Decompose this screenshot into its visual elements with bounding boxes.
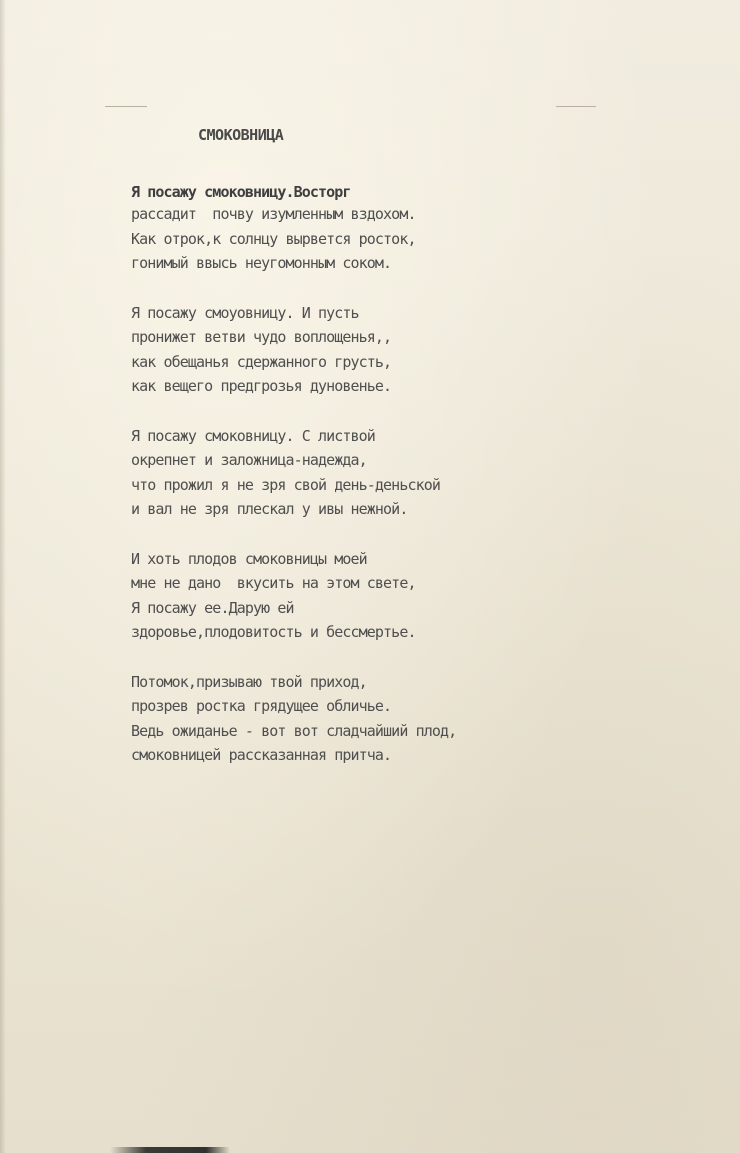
poem-line: гонимый ввысь неугомонным соком. [131, 254, 392, 272]
poem-line: Я посажу смоковницу. С листвой [131, 426, 375, 445]
poem-body [131, 182, 551, 793]
poem-line: Я посажу смоковницу.Восторг [131, 183, 351, 201]
poem-line: Потомок,призываю твой приход, [131, 672, 367, 691]
poem-line: окрепнет и заложница-надежда, [131, 451, 367, 469]
poem-line: Как отрок,к солнцу вырвется росток, [131, 229, 416, 248]
right-margin-mark [556, 106, 596, 107]
poem-line: что прожил я не зря свой день-деньской [131, 475, 440, 494]
page-edge-shadow [0, 0, 6, 1153]
poem-line: прозрев ростка грядущее обличье. [131, 697, 392, 715]
poem-line: здоровье,плодовитость и бессмертье. [131, 623, 416, 641]
left-margin-mark [105, 106, 147, 107]
poem-line: рассадит почву изумленным вздохом. [131, 205, 416, 223]
poem-line: смоковницей рассказанная притча. [131, 746, 392, 764]
scan-edge-shadow [110, 1147, 230, 1153]
stanza-4 [131, 547, 551, 645]
poem-line: мне не дано вкусить на этом свете, [131, 574, 416, 592]
poem-line: Я посажу смоуовницу. И пусть [131, 303, 359, 322]
poem-line: И хоть плодов смоковницы моей [131, 549, 367, 568]
poem-line: Я посажу ее.Дарую ей [131, 598, 294, 617]
stanza-5 [131, 670, 551, 768]
poem-line: и вал не зря плескал у ивы нежной. [131, 500, 408, 518]
poem-line: как обещанья сдержанного грусть, [131, 352, 392, 371]
poem-line: Ведь ожиданье - вот вот сладчайший плод, [131, 721, 457, 740]
poem-title: СМОКОВНИЦА [198, 126, 284, 144]
stanza-1 [131, 182, 551, 276]
stanza-2 [131, 301, 551, 399]
stanza-3 [131, 424, 551, 522]
poem-line: пронижет ветви чудо воплощенья,, [131, 328, 392, 346]
poem-line: как вещего предгрозья дуновенье. [131, 377, 392, 395]
